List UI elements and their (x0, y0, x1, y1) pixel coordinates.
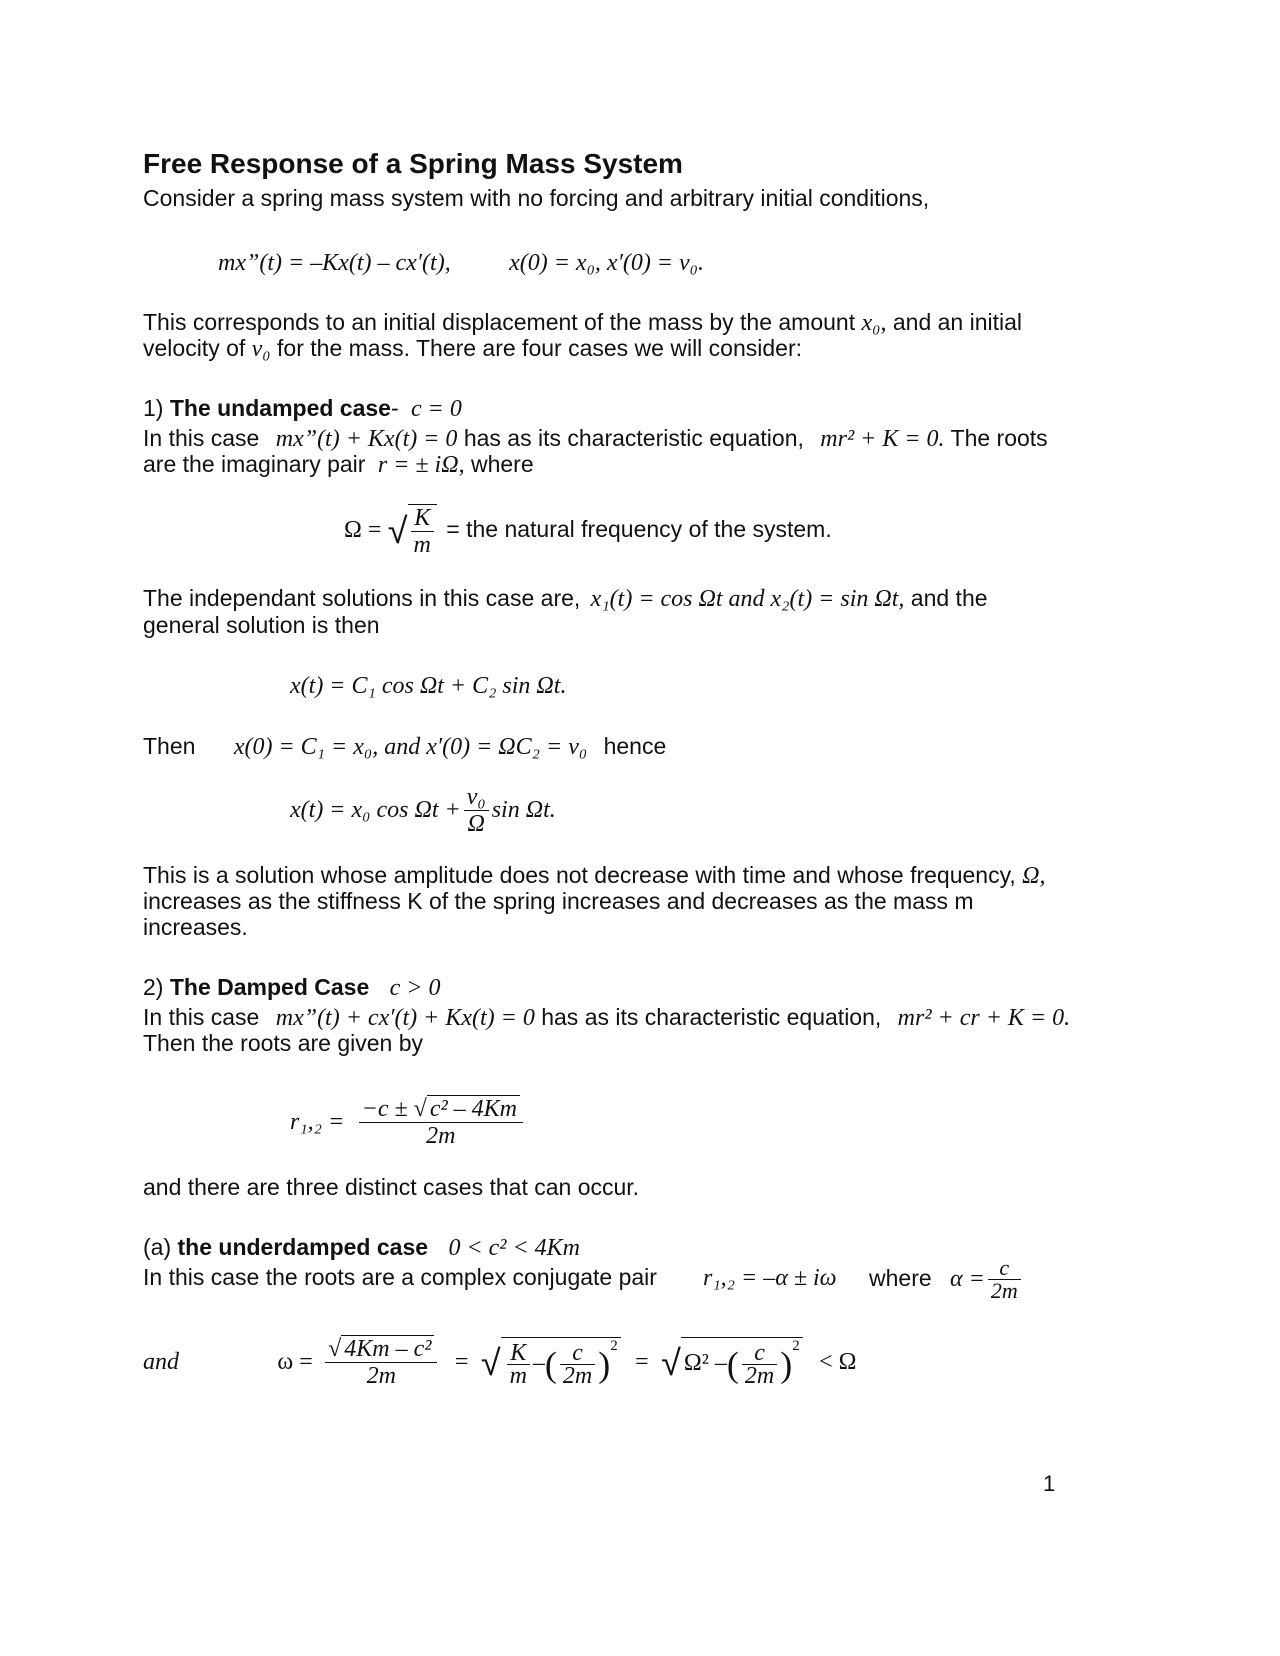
paragraph-line: This is a solution whose amplitude does not decrease with time and whose frequency, Ω, (143, 862, 1046, 889)
paragraph-line: The independant solutions in this case are, x₁(t) = cos Ωt and x₂(t) = sin Ωt, and the (143, 585, 988, 612)
alpha-definition: where α = $\frac{c}{2m}$ (869, 1255, 1024, 1302)
undamped-solution-equation: x(t) = x₀ cos Ωt + $\frac{\text{v₀}}{\Omega}$ sin Ωt. (290, 784, 556, 838)
section-heading-underdamped: (a) the underdamped case 0 < c² < 4Km (143, 1234, 581, 1261)
sqrt-sign: √ (413, 1096, 427, 1123)
paragraph-line: This corresponds to an initial displacement of the mass by the amount x₀, and an initial (143, 309, 1023, 336)
paragraph-line: general solution is then (143, 612, 380, 638)
paragraph-line: increases. (143, 914, 248, 940)
paragraph-line: In this case mx”(t) + cx′(t) + Kx(t) = 0 has as its characteristic equation, mr² + cr + K = 0. (143, 1004, 1071, 1031)
initial-condition-line: Then x(0) = C₁ = x₀, and x′(0) = ΩC₂ = v₀ hence (143, 733, 667, 760)
paragraph-line: and there are three distinct cases that can occur. (143, 1174, 640, 1200)
sqrt-sign: √ (328, 1336, 342, 1363)
section-heading-undamped: 1) The undamped case- c = 0 (143, 395, 462, 422)
intro-text: Consider a spring mass system with no forcing and arbitrary initial conditions, (143, 185, 930, 211)
sqrt-sign: √ (387, 509, 408, 551)
sqrt-sign: √ (480, 1341, 501, 1383)
complex-roots-equation: r₁,₂ = –α ± iω (703, 1265, 837, 1291)
equation-of-motion: mx”(t) = –Kx(t) – cx′(t), x(0) = x₀, x′(0) = v₀. (218, 250, 704, 276)
page-title: Free Response of a Spring Mass System (143, 148, 683, 179)
paragraph-line: Then the roots are given by (143, 1030, 423, 1056)
roots-equation: r₁,₂ = $\frac{\text{−c ± √ c² – 4Km}}{2m}$ (290, 1091, 526, 1152)
paragraph-line: are the imaginary pair r = ± iΩ, where (143, 451, 534, 478)
general-solution-equation: x(t) = C₁ cos Ωt + C₂ sin Ωt. (290, 673, 567, 699)
paragraph-line: velocity of v₀ for the mass. There are four cases we will consider: (143, 335, 803, 362)
page-number: 1 (1043, 1471, 1056, 1496)
paragraph-line: In this case the roots are a complex conjugate pair (143, 1264, 657, 1290)
sqrt-sign: √ (661, 1341, 681, 1383)
paragraph-line: increases as the stiffness K of the spring increases and decreases as the mass m (143, 888, 974, 914)
omega-equation: and ω = $\frac{\text{√ 4Km – c²}}{2m}$ = √ $\frac{K}{m}$ –( $\frac{c}{2m}$ )$^2$ = √ Ω² –( $\frac{c}{2m}$ )$^2$ < Ω (143, 1336, 857, 1390)
natural-frequency-equation: Ω = √ $\frac{K}{m}$ = the natural frequency of the system. (344, 504, 832, 558)
section-heading-damped: 2) The Damped Case c > 0 (143, 974, 441, 1001)
paragraph-line: In this case mx”(t) + Kx(t) = 0 has as its characteristic equation, mr² + K = 0. The roots (143, 425, 1048, 452)
